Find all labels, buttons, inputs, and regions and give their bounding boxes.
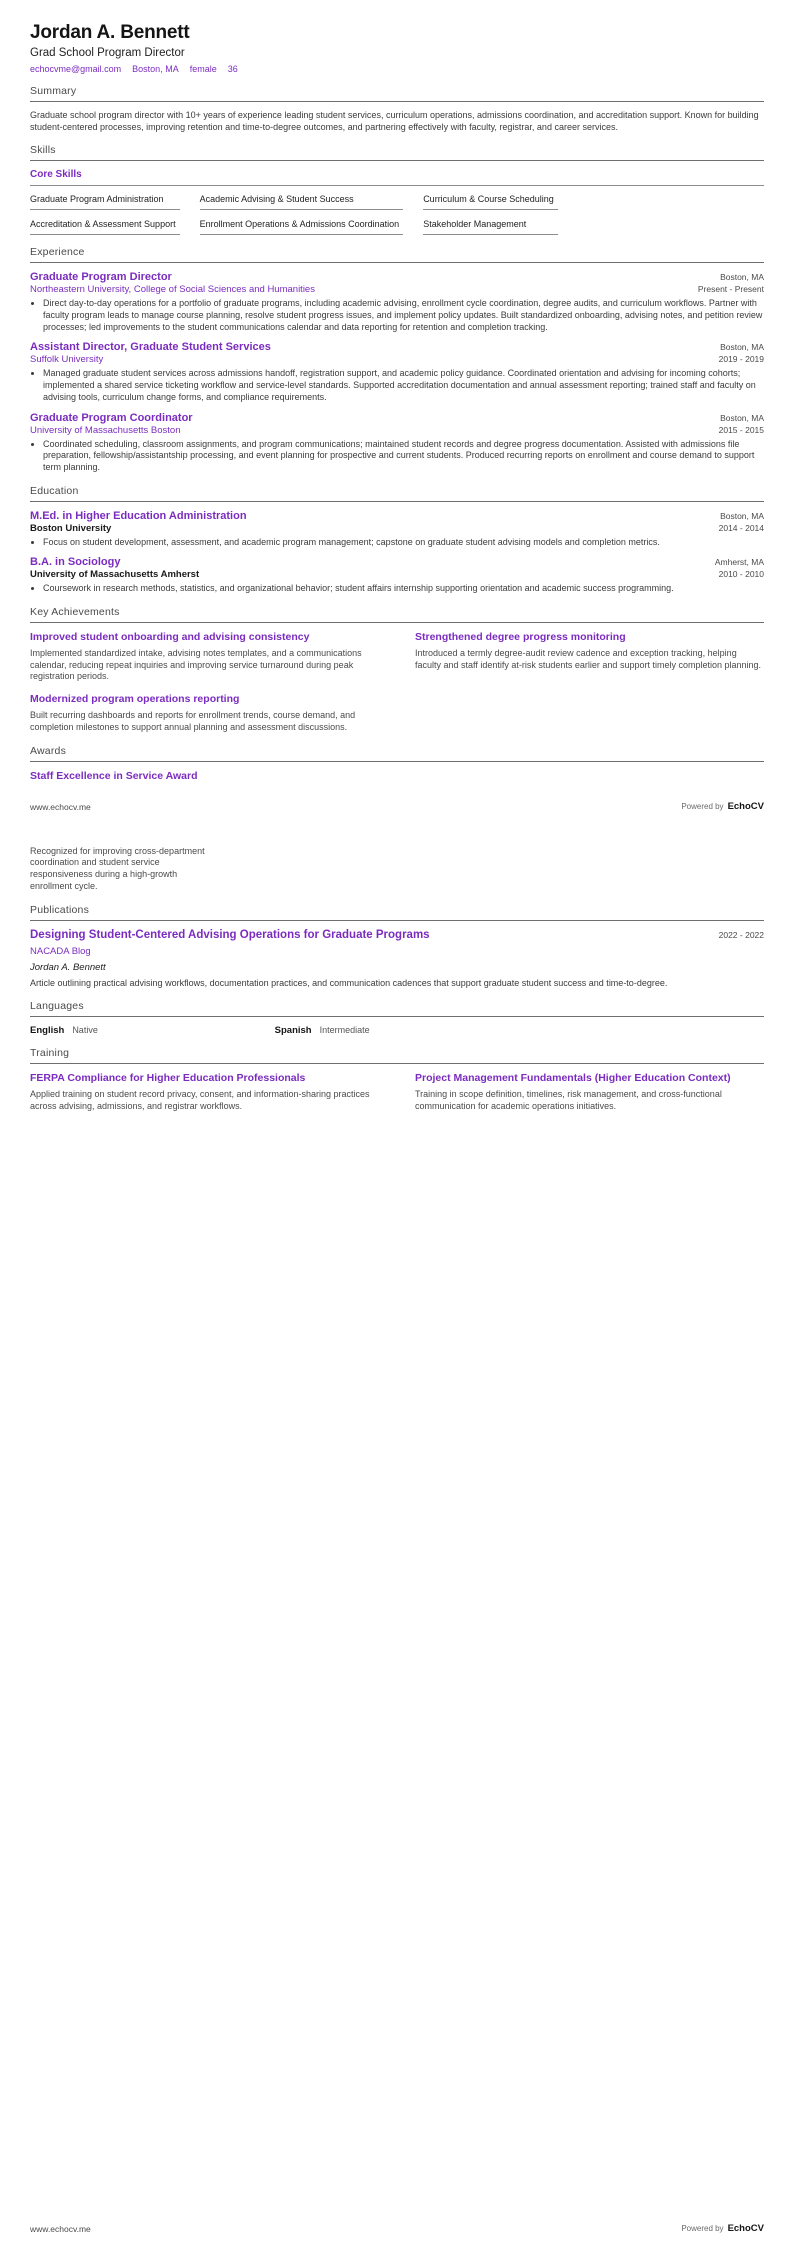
summary-section <box>30 85 764 133</box>
job-dates: 2019 - 2019 <box>718 354 764 365</box>
language-level: Intermediate <box>319 1025 370 1036</box>
job-bullet: • Coordinated scheduling, classroom assignments, and program communications; maintained student records and degree progress documentation. Assisted with admissions file preparation, fellowship/assistantship processing, and event planning for prospective and current students. Produced recurring reports on enrollment and course demand to support term planning. <box>43 439 764 474</box>
school-name: Boston University <box>30 522 112 534</box>
publication-entry <box>30 929 764 990</box>
cv-header <box>30 22 764 74</box>
education-entry <box>30 556 764 595</box>
training-heading: Training <box>30 1047 764 1064</box>
job-location: Boston, MA <box>720 342 764 353</box>
award-description: Recognized for improving cross-department coordination and student service responsiveness during a high-growth enrollment cycle. <box>30 845 205 891</box>
education-entry <box>30 510 764 549</box>
job-location: Boston, MA <box>720 412 764 423</box>
degree-title: B.A. in Sociology <box>30 556 121 569</box>
job-bullet-list <box>30 298 764 333</box>
awards-section <box>30 745 764 783</box>
school-name: University of Massachusetts Amherst <box>30 569 200 581</box>
achievements-heading: Key Achievements <box>30 606 764 623</box>
job-dates: Present - Present <box>697 284 764 295</box>
company-link[interactable]: Northeastern University, College of Social Sciences and Humanities <box>30 284 315 296</box>
languages-section <box>30 1000 764 1036</box>
experience-heading: Experience <box>30 246 764 263</box>
training-title: Project Management Fundamentals (Higher Education Context) <box>415 1072 731 1085</box>
gender-text: female <box>189 64 217 74</box>
skill-item: Accreditation & Assessment Support <box>30 219 180 235</box>
achievement-title: Strengthened degree progress monitoring <box>415 630 626 643</box>
training-item <box>30 1072 379 1113</box>
location-text: Boston, MA <box>132 64 179 74</box>
degree-location: Amherst, MA <box>714 557 764 568</box>
publication-authors: Jordan A. Bennett <box>30 961 106 973</box>
degree-bullet-list <box>30 583 764 595</box>
award-title: Staff Excellence in Service Award <box>30 769 198 782</box>
age-text: 36 <box>227 64 238 74</box>
degree-dates: 2010 - 2010 <box>718 569 764 580</box>
footer-branding <box>681 2223 764 2234</box>
contact-row <box>30 64 764 74</box>
job-bullet-list <box>30 368 764 403</box>
job-title: Graduate Program Director <box>30 271 172 284</box>
publication-title: Designing Student-Centered Advising Operations for Graduate Programs <box>30 928 430 941</box>
skill-item: Curriculum & Course Scheduling <box>423 194 558 210</box>
company-link[interactable]: Suffolk University <box>30 354 104 366</box>
achievement-title: Improved student onboarding and advising consistency <box>30 630 310 643</box>
job-dates: 2015 - 2015 <box>718 424 764 435</box>
page-2-footer <box>30 2223 764 2234</box>
job-location: Boston, MA <box>720 272 764 283</box>
publications-heading: Publications <box>30 904 764 921</box>
skill-item: Academic Advising & Student Success <box>200 194 404 210</box>
skills-group-label: Core Skills <box>30 169 764 186</box>
achievement-item <box>30 631 379 683</box>
job-title: Graduate Program Coordinator <box>30 411 193 424</box>
training-title: FERPA Compliance for Higher Education Professionals <box>30 1072 306 1085</box>
languages-heading: Languages <box>30 1000 764 1017</box>
job-bullet-list <box>30 439 764 474</box>
publication-dates: 2022 - 2022 <box>718 929 764 940</box>
achievements-grid <box>30 631 764 734</box>
summary-heading: Summary <box>30 85 764 102</box>
powered-by-text: Powered by <box>681 801 724 811</box>
page-1-footer <box>30 801 764 812</box>
echocv-brand: EchoCV <box>727 800 764 812</box>
skills-heading: Skills <box>30 144 764 161</box>
experience-section <box>30 246 764 473</box>
training-text: Training in scope definition, timelines, risk management, and cross-functional communication for academic operations initiatives. <box>415 1089 722 1111</box>
language-level: Native <box>72 1025 98 1036</box>
achievement-title: Modernized program operations reporting <box>30 693 240 706</box>
language-name: English <box>30 1025 65 1037</box>
awards-heading: Awards <box>30 745 764 762</box>
education-section <box>30 485 764 595</box>
achievement-item <box>30 693 379 734</box>
page-2-content <box>30 846 764 1113</box>
achievements-section <box>30 606 764 734</box>
company-link[interactable]: University of Massachusetts Boston <box>30 424 181 436</box>
education-heading: Education <box>30 485 764 502</box>
degree-title: M.Ed. in Higher Education Administration <box>30 509 247 522</box>
degree-bullet: • Focus on student development, assessment, and academic program management; capstone on graduate student advising models and completion metrics. <box>43 537 764 549</box>
achievement-item <box>415 631 764 683</box>
skill-item: Enrollment Operations & Admissions Coordination <box>200 219 404 235</box>
degree-bullet-list <box>30 537 764 549</box>
languages-grid <box>30 1025 764 1036</box>
training-item <box>415 1072 764 1113</box>
job-title: Assistant Director, Graduate Student Services <box>30 341 271 354</box>
summary-text: Graduate school program director with 10+ years of experience leading student services, curriculum operations, admissions coordination, and accreditation support. Known for building student-centered processes, improving retention and time-to-degree outcomes, and partnering effectively with faculty, registrar, and career services. <box>30 110 759 132</box>
degree-dates: 2014 - 2014 <box>718 522 764 533</box>
skills-section <box>30 144 764 235</box>
experience-entry <box>30 271 764 333</box>
skill-item: Graduate Program Administration <box>30 194 180 210</box>
job-bullet: • Direct day-to-day operations for a portfolio of graduate programs, including academic advising, enrollment cycle coordination, degree audits, and curriculum workflows. Partner with faculty program leads to manage course planning, resolve student progress issues, and implement policy updates. Built standardized onboarding, advising notes, and petition review processes; led improvements to the student communications calendar and data reporting for retention and completion tracking. <box>43 298 764 333</box>
powered-by-text: Powered by <box>681 2224 724 2233</box>
echocv-brand: EchoCV <box>727 2223 764 2234</box>
skill-item: Stakeholder Management <box>423 219 558 235</box>
achievement-text: Introduced a termly degree-audit review cadence and exception tracking, helping faculty and staff identify at-risk students earlier and support timely completion planning. <box>415 648 762 670</box>
publication-text: Article outlining practical advising workflows, documentation practices, and communication cadences that support graduate student success and time-to-degree. <box>30 977 668 988</box>
job-bullet: • Managed graduate student services across admissions handoff, registration support, and academic policy guidance. Coordinated orientation and advising for incoming cohorts; implemented a shared service ticketing workflow and service-level standards. Supported accreditation documentation and annual assessment reporting; trained staff and faculty on advising tools, curriculum change forms, and compliance requirements. <box>43 368 764 403</box>
training-text: Applied training on student record privacy, consent, and information-sharing practices across advising, admissions, and registrar workflows. <box>30 1089 370 1111</box>
degree-location: Boston, MA <box>720 510 764 521</box>
page-content <box>0 0 794 1113</box>
degree-bullet: • Coursework in research methods, statistics, and organizational behavior; student affairs internship supporting orientation and academic success programming. <box>43 583 764 595</box>
experience-entry <box>30 341 764 403</box>
language-name: Spanish <box>274 1025 312 1037</box>
publications-section <box>30 904 764 990</box>
footer-website-link[interactable]: www.echocv.me <box>30 801 91 812</box>
footer-branding <box>681 801 764 812</box>
training-section <box>30 1047 764 1113</box>
candidate-name: Jordan A. Bennett <box>30 22 190 43</box>
skills-grid <box>30 194 764 235</box>
language-item <box>30 1025 275 1036</box>
achievement-text: Implemented standardized intake, advising notes templates, and a communications calendar, reducing repeat inquiries and improving service turnaround during peak registration periods. <box>30 648 362 682</box>
language-item <box>275 1025 520 1036</box>
experience-entry <box>30 412 764 474</box>
email-link[interactable]: echocvme@gmail.com <box>30 64 122 74</box>
training-grid <box>30 1072 764 1113</box>
candidate-job-title: Grad School Program Director <box>30 47 185 59</box>
achievement-text: Built recurring dashboards and reports for enrollment trends, course demand, and completion milestones to support annual planning and assessment discussions. <box>30 710 356 732</box>
footer-website-link[interactable]: www.echocv.me <box>30 2224 91 2234</box>
publisher-link[interactable]: NACADA Blog <box>30 945 91 957</box>
